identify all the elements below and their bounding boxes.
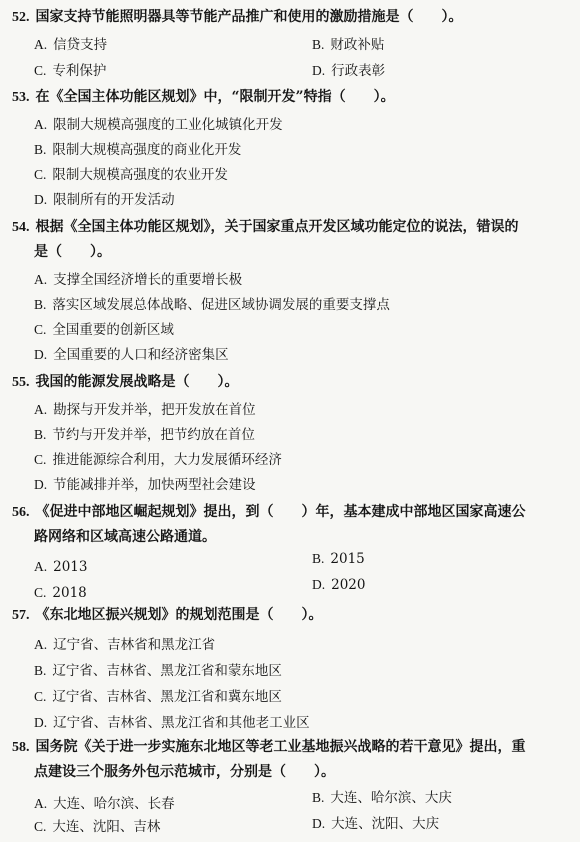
option-c xyxy=(34,685,282,705)
option-text: 2018 xyxy=(52,585,87,601)
options xyxy=(12,107,572,211)
option-text: 专利保护 xyxy=(52,63,107,79)
question-stem xyxy=(12,606,572,625)
question-stem xyxy=(12,373,572,392)
option-a xyxy=(34,398,256,418)
question-text: 在《全国主体功能区规划》中，“限制开发”特指（ ）。 xyxy=(35,89,395,105)
option-letter: A. xyxy=(34,637,48,652)
option-text: 财政补贴 xyxy=(330,37,385,53)
option-letter: B. xyxy=(312,551,325,566)
question-number: 55. xyxy=(12,375,30,390)
option-text: 辽宁省、吉林省、黑龙江省和冀东地区 xyxy=(52,689,282,705)
option-d xyxy=(34,343,229,363)
option-d xyxy=(34,711,310,731)
option-letter: B. xyxy=(34,297,47,312)
option-letter: B. xyxy=(34,142,47,157)
option-letter: A. xyxy=(34,272,48,287)
option-letter: C. xyxy=(34,689,47,704)
option-a xyxy=(34,633,215,653)
question-text: 我国的能源发展战略是（ ）。 xyxy=(35,374,239,390)
question-text-continued: 是（ ）。 xyxy=(34,244,111,260)
option-b xyxy=(34,423,255,443)
option-letter: D. xyxy=(312,63,326,78)
option-text: 支撑全国经济增长的重要增长极 xyxy=(53,272,243,288)
option-d xyxy=(34,473,256,493)
option-letter: D. xyxy=(312,577,326,592)
option-text: 大连、哈尔滨、大庆 xyxy=(330,790,452,806)
question-55 xyxy=(12,373,572,496)
option-d xyxy=(312,59,385,79)
question-56 xyxy=(12,503,572,605)
option-text: 辽宁省、吉林省、黑龙江省和蒙东地区 xyxy=(52,663,282,679)
option-c xyxy=(34,585,87,601)
question-number: 52. xyxy=(12,10,30,25)
option-text: 2013 xyxy=(53,559,88,575)
option-text: 全国重要的创新区域 xyxy=(52,322,174,338)
option-letter: D. xyxy=(312,816,326,831)
option-b xyxy=(312,33,384,53)
option-a xyxy=(34,268,242,288)
option-letter: D. xyxy=(34,715,48,730)
question-stem xyxy=(12,88,572,107)
question-number: 56. xyxy=(12,505,30,520)
option-letter: A. xyxy=(34,402,48,417)
option-letter: A. xyxy=(34,37,48,52)
option-text: 行政表彰 xyxy=(331,63,386,79)
option-b xyxy=(312,786,452,806)
option-c xyxy=(34,59,106,79)
option-d xyxy=(312,577,365,593)
option-text: 节约与开发并举，把节约放在首位 xyxy=(52,427,255,443)
question-text: 国务院《关于进一步实施东北地区等老工业基地振兴战略的若干意见》提出，重 xyxy=(35,739,526,755)
question-text: 《东北地区振兴规划》的规划范围是（ ）。 xyxy=(35,607,323,623)
option-d xyxy=(312,812,439,832)
option-letter: A. xyxy=(34,117,48,132)
question-stem xyxy=(12,218,572,237)
option-letter: C. xyxy=(34,585,47,600)
options xyxy=(12,392,572,496)
option-text: 2015 xyxy=(330,551,365,567)
option-letter: A. xyxy=(34,559,48,574)
question-stem xyxy=(12,8,572,27)
question-58 xyxy=(12,738,572,838)
question-54 xyxy=(12,218,572,366)
question-number: 53. xyxy=(12,90,30,105)
option-text: 2020 xyxy=(331,577,366,593)
question-stem xyxy=(12,503,572,522)
option-text: 落实区域发展总体战略、促进区域协调发展的重要支撑点 xyxy=(52,297,390,313)
option-b xyxy=(34,659,282,679)
option-letter: C. xyxy=(34,63,47,78)
question-text: 《促进中部地区崛起规划》提出，到（ ）年，基本建成中部地区国家高速公 xyxy=(35,504,526,520)
option-text: 大连、沈阳、吉林 xyxy=(52,819,161,835)
question-53 xyxy=(12,88,572,211)
option-letter: D. xyxy=(34,347,48,362)
option-letter: C. xyxy=(34,819,47,834)
option-text: 勘探与开发并举，把开发放在首位 xyxy=(53,402,256,418)
option-letter: C. xyxy=(34,452,47,467)
option-text: 推进能源综合利用，大力发展循环经济 xyxy=(52,452,282,468)
option-letter: C. xyxy=(34,322,47,337)
question-52 xyxy=(12,8,572,81)
question-57 xyxy=(12,606,572,735)
option-letter: D. xyxy=(34,192,48,207)
options xyxy=(12,262,572,366)
option-text: 限制大规模高强度的商业化开发 xyxy=(52,142,242,158)
option-a xyxy=(34,113,283,133)
option-letter: B. xyxy=(312,37,325,52)
option-text: 全国重要的人口和经济密集区 xyxy=(53,347,229,363)
option-c xyxy=(34,815,160,835)
option-letter: B. xyxy=(34,427,47,442)
question-text: 国家支持节能照明器具等节能产品推广和使用的激励措施是（ ）。 xyxy=(35,9,463,25)
option-text: 限制所有的开发活动 xyxy=(53,192,175,208)
option-text: 辽宁省、吉林省、黑龙江省和其他老工业区 xyxy=(53,715,310,731)
option-text: 限制大规模高强度的工业化城镇化开发 xyxy=(53,117,283,133)
option-a xyxy=(34,559,87,575)
option-b xyxy=(312,551,365,567)
option-letter: B. xyxy=(312,790,325,805)
option-c xyxy=(34,163,228,183)
question-number: 57. xyxy=(12,608,30,623)
option-letter: B. xyxy=(34,663,47,678)
option-b xyxy=(34,138,241,158)
option-a xyxy=(34,792,175,812)
option-c xyxy=(34,318,174,338)
options xyxy=(12,782,572,838)
option-letter: D. xyxy=(34,477,48,492)
option-a xyxy=(34,33,107,53)
option-text: 大连、沈阳、大庆 xyxy=(331,816,440,832)
option-text: 信贷支持 xyxy=(53,37,108,53)
question-number: 58. xyxy=(12,740,30,755)
question-text: 根据《全国主体功能区规划》，关于国家重点开发区域功能定位的说法，错误的 xyxy=(35,219,519,235)
question-number: 54. xyxy=(12,220,30,235)
option-letter: A. xyxy=(34,796,48,811)
question-text-continued: 路网络和区域高速公路通道。 xyxy=(34,529,216,545)
option-text: 辽宁省、吉林省和黑龙江省 xyxy=(53,637,216,653)
options xyxy=(12,27,572,81)
option-text: 限制大规模高强度的农业开发 xyxy=(52,167,228,183)
option-text: 大连、哈尔滨、长春 xyxy=(53,796,175,812)
option-d xyxy=(34,188,175,208)
option-c xyxy=(34,448,282,468)
option-b xyxy=(34,293,390,313)
options xyxy=(12,547,572,605)
options xyxy=(12,625,572,735)
option-letter: C. xyxy=(34,167,47,182)
question-stem xyxy=(12,738,572,757)
option-text: 节能减排并举，加快两型社会建设 xyxy=(53,477,256,493)
question-text-continued: 点建设三个服务外包示范城市，分别是（ ）。 xyxy=(34,764,335,780)
